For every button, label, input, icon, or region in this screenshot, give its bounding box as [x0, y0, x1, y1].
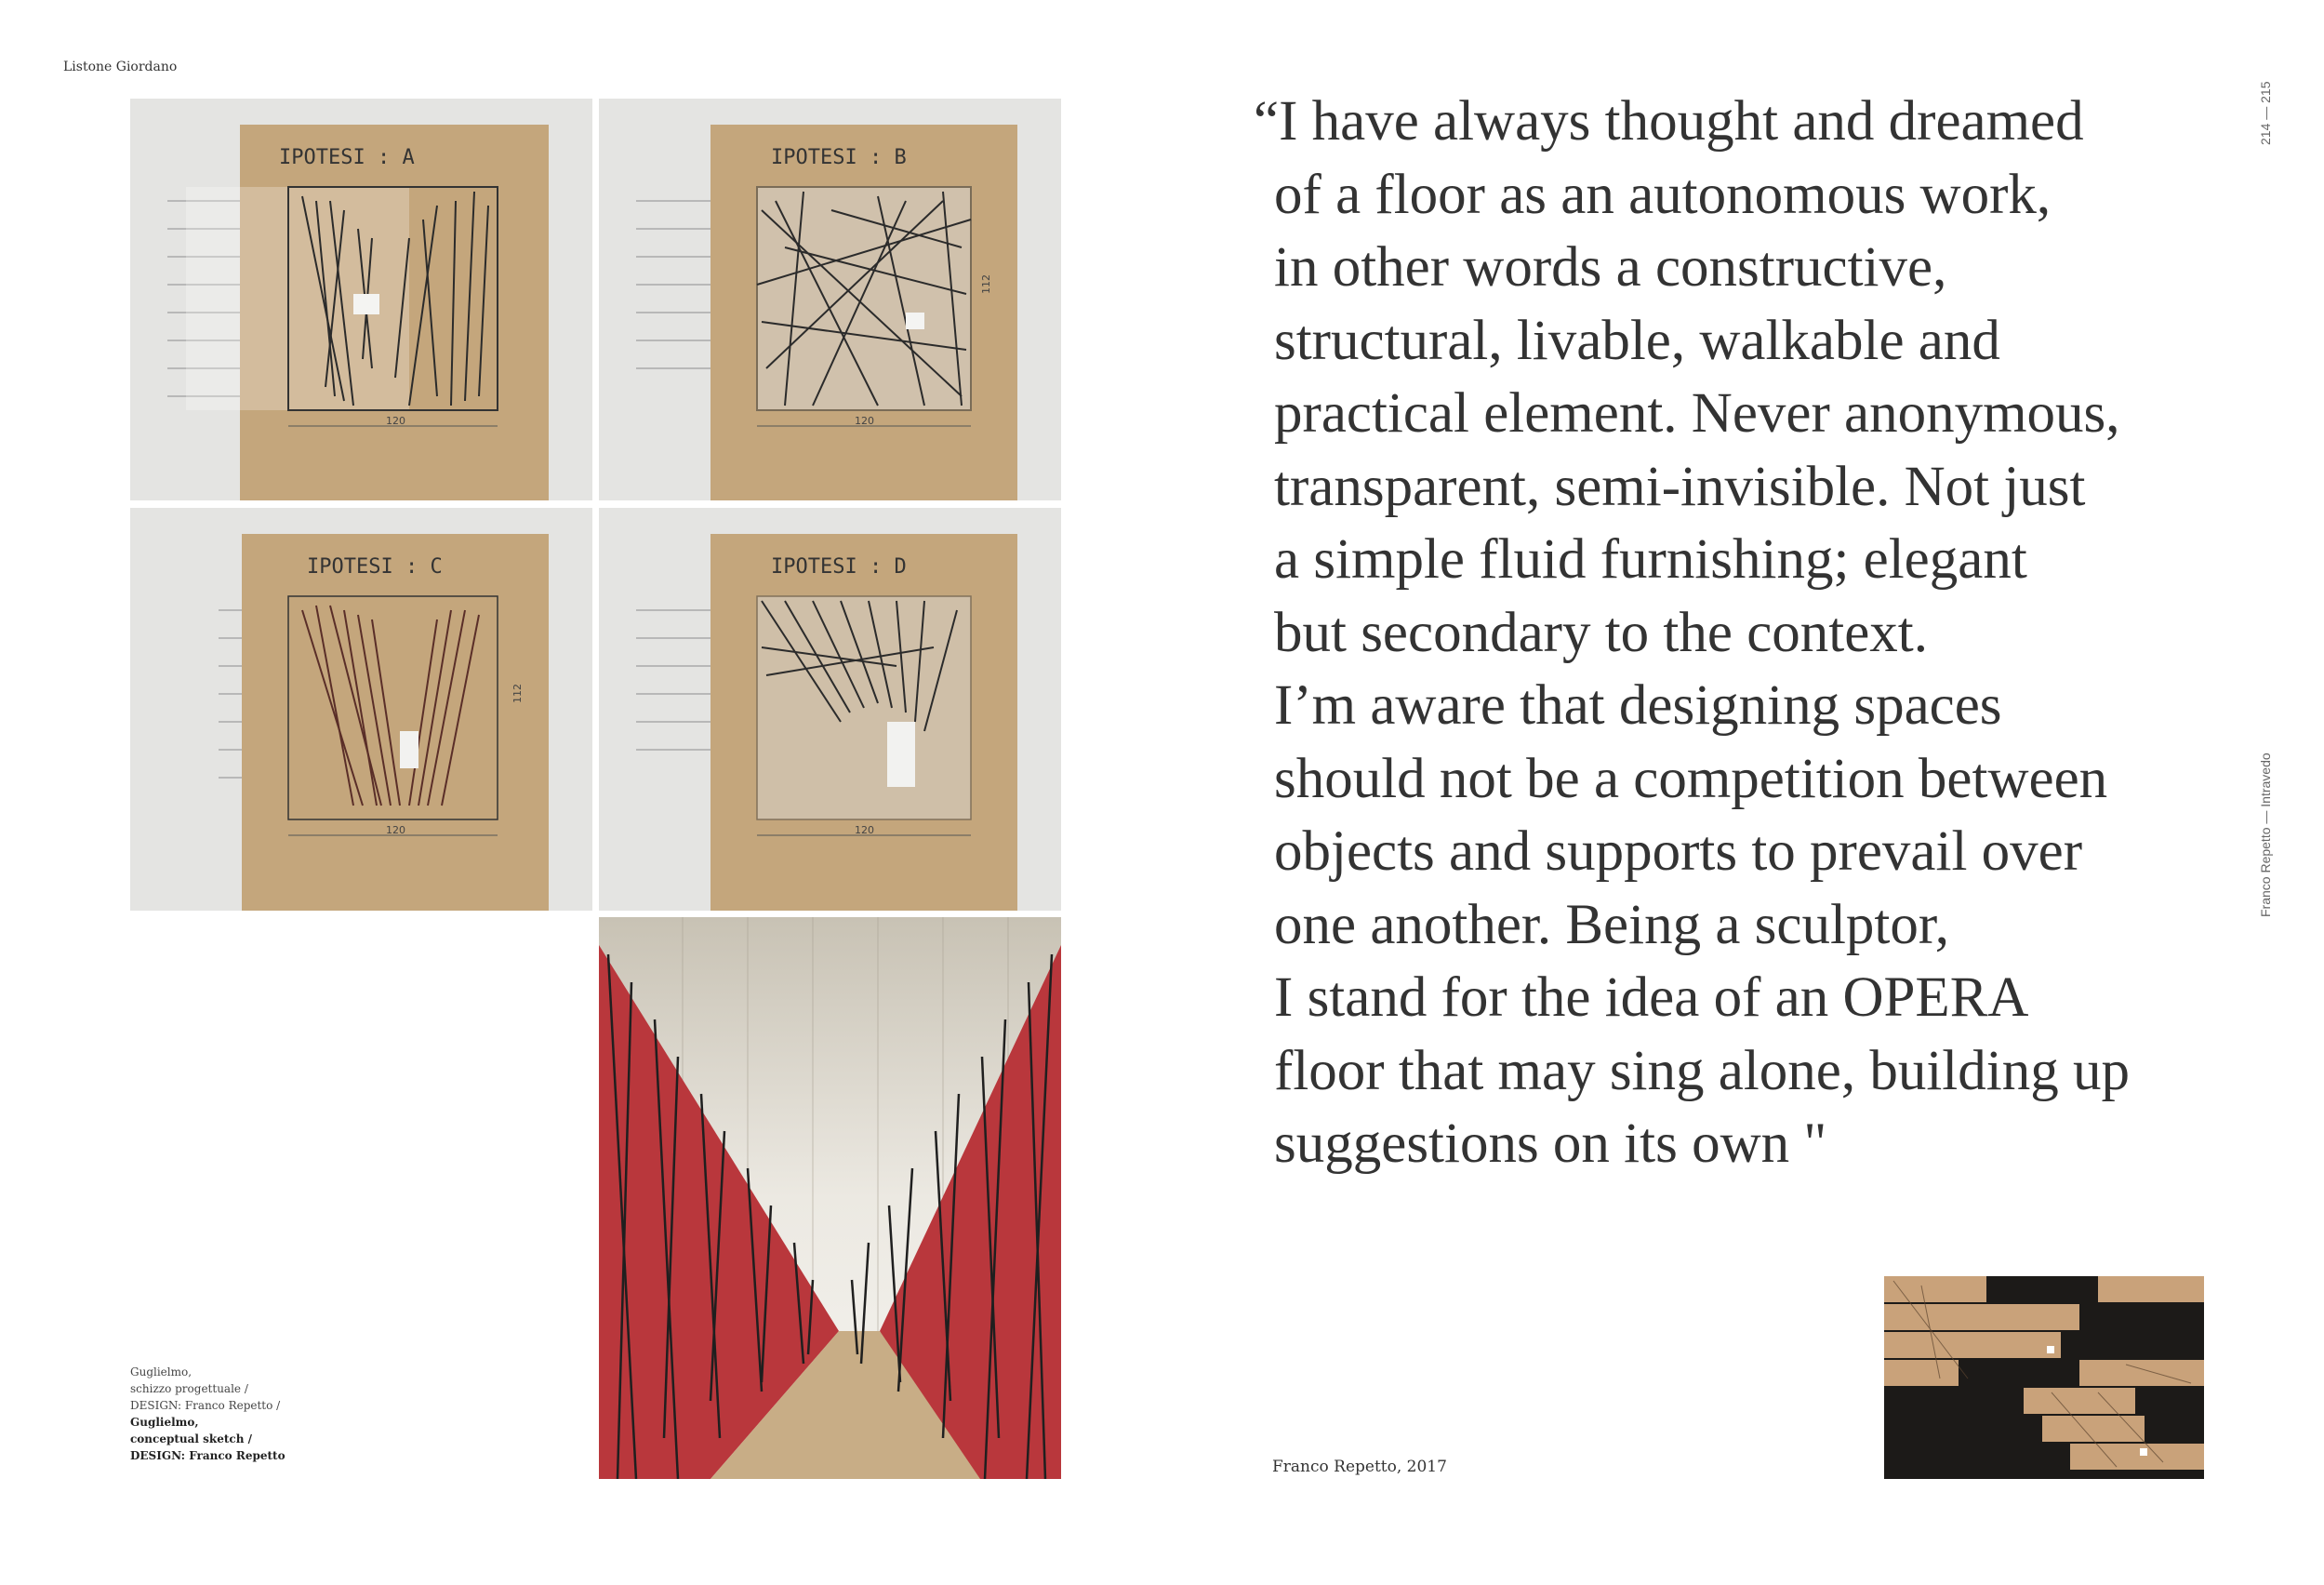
sketch-label: IPOTESI : D [771, 555, 907, 579]
sketch-hypothesis-b [599, 99, 1061, 500]
height-mark: 112 [980, 274, 992, 294]
quote-line: practical element. Never anonymous, [1274, 382, 2120, 445]
page-numbers: 214 — 215 [2258, 81, 2273, 145]
width-mark: 120 [386, 824, 405, 836]
caption-line-bold: Guglielmo, [130, 1416, 199, 1429]
floor-photo [1884, 1276, 2204, 1479]
caption-line-bold: DESIGN: Franco Repetto [130, 1449, 286, 1462]
quote-line: “I have always thought and dreamed [1254, 90, 2084, 153]
sketch-hypothesis-c [130, 508, 592, 911]
quote-line: a simple fluid furnishing; elegant [1274, 528, 2027, 591]
width-mark: 120 [386, 415, 405, 427]
brand-header: Listone Giordano [63, 60, 178, 74]
pull-quote [1254, 86, 2221, 1181]
height-mark: 112 [511, 684, 524, 703]
conceptual-sketch-rendering [599, 917, 1061, 1479]
sketch-label: IPOTESI : B [771, 146, 907, 169]
quote-line: transparent, semi-invisible. Not just [1274, 455, 2086, 518]
quote-line: floor that may sing alone, building up [1274, 1039, 2130, 1102]
quote-line: I’m aware that designing spaces [1274, 674, 2002, 737]
width-mark: 120 [855, 415, 874, 427]
running-title: Franco Repetto — Intravedo [2258, 753, 2273, 917]
quote-line: of a floor as an autonomous work, [1274, 163, 2052, 226]
quote-attribution: Franco Repetto, 2017 [1272, 1458, 1447, 1476]
sketch-label: IPOTESI : A [279, 146, 415, 169]
quote-line: suggestions on its own " [1274, 1112, 1827, 1175]
caption-line: Guglielmo, [130, 1365, 193, 1379]
quote-line: structural, livable, walkable and [1274, 309, 2000, 372]
caption-line: schizzo progettuale / [130, 1382, 248, 1395]
width-mark: 120 [855, 824, 874, 836]
image-caption [130, 1364, 286, 1464]
quote-line: but secondary to the context. [1274, 601, 1928, 664]
caption-line-bold: conceptual sketch / [130, 1432, 252, 1445]
sketch-hypothesis-d [599, 508, 1061, 911]
quote-line: in other words a constructive, [1274, 236, 1947, 299]
caption-line: DESIGN: Franco Repetto / [130, 1399, 281, 1412]
sketch-hypothesis-a [130, 99, 592, 500]
quote-line: one another. Being a sculptor, [1274, 893, 1949, 956]
sketch-label: IPOTESI : C [307, 555, 443, 579]
quote-line: objects and supports to prevail over [1274, 820, 2083, 883]
quote-line: should not be a competition between [1274, 747, 2108, 810]
quote-line: I stand for the idea of an OPERA [1274, 966, 2029, 1029]
